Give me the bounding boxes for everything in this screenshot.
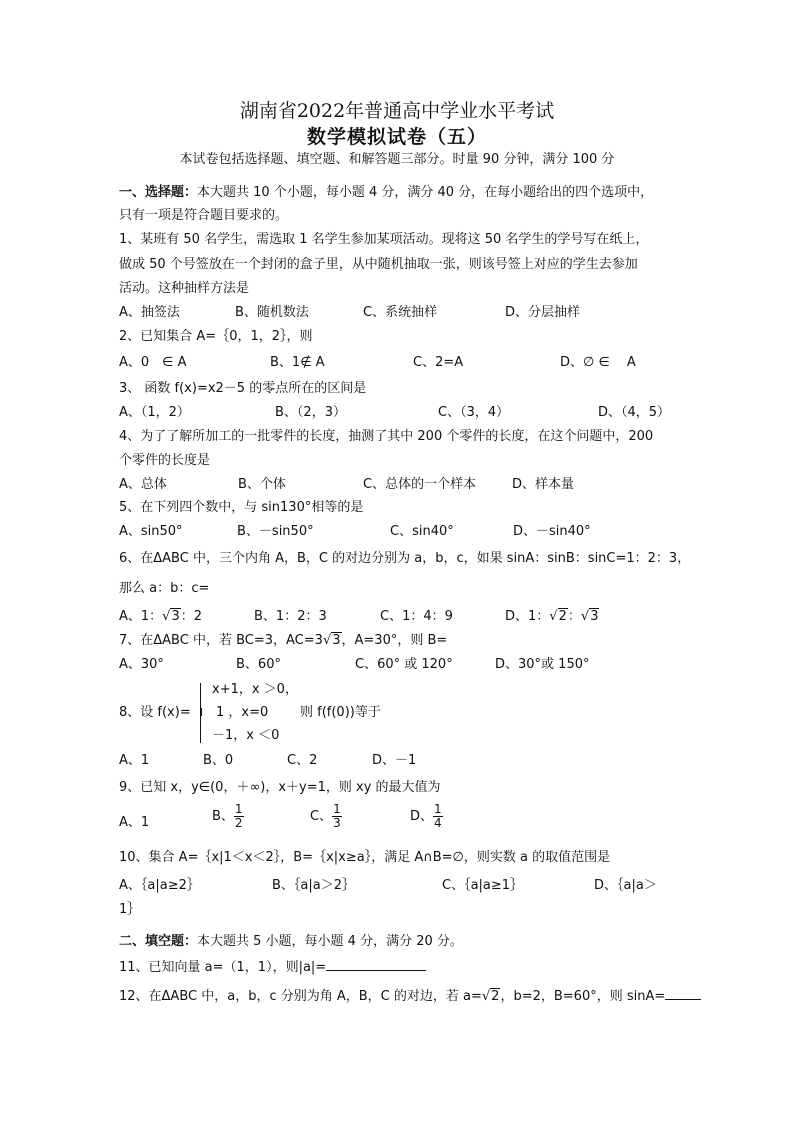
q11-answer-blank bbox=[326, 958, 426, 971]
fraction-denominator: 2 bbox=[234, 816, 243, 830]
q8-case3: －1，x ＜0 bbox=[212, 728, 280, 743]
section2-desc: 本大题共 5 小题，每小题 4 分，满分 20 分。 bbox=[197, 934, 463, 949]
q6-d-sep: ： bbox=[567, 609, 581, 624]
exam-title: 湖南省2022年普通高中学业水平考试 bbox=[239, 100, 555, 122]
fraction-numerator: 1 bbox=[234, 802, 243, 816]
q12-stem-prefix: 12、在ΔABC 中，a，b，c 分别为角 A，B，C 的对边，若 a= bbox=[119, 989, 482, 1004]
q3-stem: 3、 函数 f(x)=x2－5 的零点所在的区间是 bbox=[119, 381, 367, 396]
sqrt-symbol: √2 bbox=[549, 609, 567, 624]
q9-stem: 9、已知 x，y∈(0，＋∞)，x＋y=1，则 xy 的最大值为 bbox=[119, 780, 441, 795]
q6-line2: 那么 a：b：c= bbox=[119, 581, 210, 596]
piecewise-brace bbox=[200, 683, 206, 743]
section1-heading: 一、选择题： bbox=[119, 185, 198, 200]
q7-radicand: 3 bbox=[332, 633, 341, 648]
q1-option-c: C、系统抽样 bbox=[363, 305, 438, 320]
q2-stem: 2、已知集合 A=｛0，1，2｝，则 bbox=[119, 329, 313, 344]
q12-stem-suffix: ，b=2，B=60°，则 sinA= bbox=[500, 989, 666, 1004]
sqrt-symbol: √3 bbox=[162, 609, 180, 624]
q3-option-b: B、（2，3） bbox=[275, 405, 346, 420]
q9-option-a: A、1 bbox=[119, 815, 150, 830]
q6-d-radicand2: 3 bbox=[590, 609, 599, 624]
q2-option-b: B、1∉ A bbox=[270, 355, 325, 370]
sqrt-symbol: √2 bbox=[481, 989, 500, 1004]
exam-info: 本试卷包括选择题、填空题、和解答题三部分。时量 90 分钟，满分 100 分 bbox=[179, 152, 615, 167]
q6-a-radicand: 3 bbox=[171, 609, 180, 624]
q1-option-a: A、抽签法 bbox=[119, 305, 180, 320]
q8-case1: x+1，x ＞0， bbox=[212, 682, 298, 697]
q7-stem-suffix: ，A=30°，则 B= bbox=[341, 633, 448, 648]
q10-option-d: D、｛a|a＞ bbox=[594, 878, 657, 893]
q5-option-b: B、－sin50° bbox=[237, 524, 314, 539]
q10-option-c: C、｛a|a≥1｝ bbox=[442, 878, 524, 893]
q4-option-d: D、样本量 bbox=[512, 477, 575, 492]
fraction-numerator: 1 bbox=[333, 802, 341, 816]
q9-option-c bbox=[310, 803, 342, 830]
q1-line2: 做成 50 个号签放在一个封闭的盒子里，从中随机抽取一张，则该号签上对应的学生去参加 bbox=[119, 257, 638, 272]
q8-option-a: A、1 bbox=[119, 753, 150, 768]
q6-a-prefix: A、1： bbox=[119, 609, 163, 624]
q1-line3: 活动。这种抽样方法是 bbox=[119, 281, 250, 296]
q6-option-d bbox=[505, 609, 599, 625]
q6-option-c: C、1：4：9 bbox=[380, 609, 453, 624]
q9-b-prefix: B、 bbox=[212, 808, 234, 824]
q5-option-d: D、－sin40° bbox=[513, 524, 591, 539]
q1-line1: 1、某班有 50 名学生，需选取 1 名学生参加某项活动。现将这 50 名学生的学号写在纸上， bbox=[119, 232, 649, 247]
exam-subtitle: 数学模拟试卷（五） bbox=[306, 126, 487, 148]
q7-stem-prefix: 7、在ΔABC 中，若 BC=3，AC=3 bbox=[119, 633, 323, 648]
q4-option-b: B、个体 bbox=[238, 477, 286, 492]
q1-option-d: D、分层抽样 bbox=[505, 305, 581, 320]
q9-option-d bbox=[410, 803, 443, 830]
fraction bbox=[332, 803, 342, 830]
q11-stem bbox=[119, 958, 426, 976]
q10-option-b: B、｛a|a＞2｝ bbox=[272, 878, 356, 893]
q6-option-a bbox=[119, 609, 202, 625]
q12-stem bbox=[119, 987, 701, 1005]
q8-option-b: B、0 bbox=[203, 753, 234, 768]
q9-c-prefix: C、 bbox=[310, 808, 333, 824]
q9-option-b bbox=[212, 803, 244, 830]
q7-stem bbox=[119, 633, 447, 649]
q3-option-d: D、（4，5） bbox=[598, 405, 671, 420]
fraction-denominator: 3 bbox=[333, 816, 341, 830]
q8-option-d: D、－1 bbox=[372, 753, 417, 768]
q7-option-c: C、60° 或 120° bbox=[355, 657, 453, 672]
fraction-denominator: 4 bbox=[434, 816, 442, 830]
q7-option-d: D、30°或 150° bbox=[495, 657, 590, 672]
q4-option-c: C、总体的一个样本 bbox=[363, 477, 477, 492]
q6-d-prefix: D、1： bbox=[505, 609, 550, 624]
q6-d-radicand1: 2 bbox=[558, 609, 567, 624]
q11-text: 11、已知向量 a=（1，1），则|a|= bbox=[119, 960, 327, 975]
q4-line2: 个零件的长度是 bbox=[119, 453, 211, 468]
q7-option-b: B、60° bbox=[236, 657, 281, 672]
q2-option-d: D、∅ ∈ A bbox=[560, 355, 636, 370]
q12-radicand: 2 bbox=[491, 989, 500, 1004]
fraction bbox=[433, 803, 443, 830]
q3-option-a: A、（1，2） bbox=[119, 405, 190, 420]
section2-heading: 二、填空题： bbox=[119, 934, 198, 949]
fraction bbox=[234, 803, 244, 830]
q9-d-prefix: D、 bbox=[410, 808, 434, 824]
q2-option-c: C、2=A bbox=[413, 355, 464, 370]
q8-option-c: C、2 bbox=[287, 753, 318, 768]
q7-option-a: A、30° bbox=[119, 657, 164, 672]
q6-line1: 6、在ΔABC 中，三个内角 A，B，C 的对边分别为 a，b，c，如果 sinA：sinB：sinC=1：2：3， bbox=[119, 551, 691, 566]
q6-option-b: B、1：2：3 bbox=[254, 609, 327, 624]
section1-heading-line bbox=[119, 185, 653, 201]
sqrt-symbol: √3 bbox=[322, 633, 341, 648]
section2-heading-line bbox=[119, 934, 463, 950]
q10-stem: 10、集合 A=｛x|1＜x＜2｝，B=｛x|x≥a｝，满足 A∩B=∅，则实数 a 的取值范围是 bbox=[119, 850, 611, 865]
q10-option-d-cont: 1｝ bbox=[119, 902, 141, 917]
section1-desc: 本大题共 10 个小题，每小题 4 分，满分 40 分，在每小题给出的四个选项中， bbox=[197, 185, 654, 200]
sqrt-symbol: √3 bbox=[580, 609, 599, 624]
section1-desc-line2: 只有一项是符合题目要求的。 bbox=[119, 208, 289, 223]
q6-a-suffix: ：2 bbox=[180, 609, 203, 624]
q3-option-c: C、（3，4） bbox=[438, 405, 510, 420]
q5-stem: 5、在下列四个数中，与 sin130°相等的是 bbox=[119, 500, 364, 515]
fraction-numerator: 1 bbox=[434, 802, 442, 816]
q8-case2: 1 ，x=0 bbox=[216, 705, 269, 720]
q5-option-c: C、sin40° bbox=[390, 524, 454, 539]
q4-option-a: A、总体 bbox=[119, 477, 167, 492]
q10-option-a: A、｛a|a≥2｝ bbox=[119, 878, 200, 893]
q12-answer-blank bbox=[665, 987, 701, 1000]
q1-option-b: B、随机数法 bbox=[235, 305, 309, 320]
q5-option-a: A、sin50° bbox=[119, 524, 183, 539]
q8-tail: 则 f(f(0))等于 bbox=[300, 705, 381, 720]
q2-option-a: A、0 ∈ A bbox=[119, 355, 187, 370]
q8-label: 8、设 f(x)= bbox=[119, 705, 191, 720]
q4-line1: 4、为了了解所加工的一批零件的长度，抽测了其中 200 个零件的长度，在这个问题中，200 bbox=[119, 429, 654, 444]
